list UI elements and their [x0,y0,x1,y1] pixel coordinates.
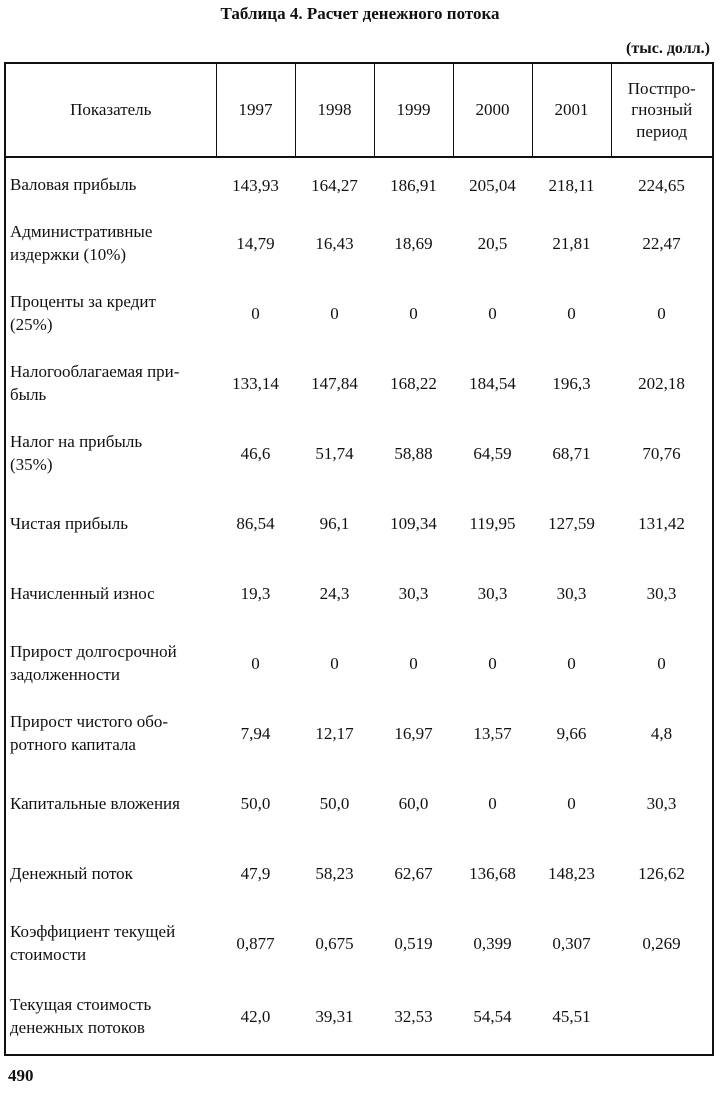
value-cell: 64,59 [473,444,512,464]
value-cell: 205,04 [469,175,516,195]
value-cell: 109,34 [390,514,437,534]
value-cell: 148,23 [548,864,595,884]
value-cell: 30,3 [646,584,677,604]
value-cell: 60,0 [398,794,429,814]
value-cell: 30,3 [477,584,508,604]
row-label-line: задолженности [10,665,120,684]
value-cell: 0 [657,304,666,324]
value-cell: 131,42 [638,514,685,534]
value-cell: 0,399 [473,934,512,954]
value-cell: 14,79 [236,234,275,254]
row-label-line: Административные [10,222,153,242]
row-label-line: Проценты за кредит [10,292,156,312]
value-cell: 68,71 [552,444,591,464]
row-label-line: Чистая прибыль [10,513,128,533]
value-cell: 0 [488,654,497,674]
value-cell: 224,65 [638,175,685,195]
value-cell: 12,17 [315,724,354,744]
row-label-line: Прирост долгосрочной [10,642,177,662]
table-row [5,839,713,909]
value-cell: 9,66 [556,724,587,744]
value-cell: 51,74 [315,444,354,464]
page-title: Таблица 4. Расчет денежного потока [220,4,500,23]
value-cell: 0 [567,654,576,674]
value-cell: 86,54 [236,514,275,534]
row-label [5,209,216,279]
value-cell: 186,91 [390,175,437,195]
table-row [5,559,713,629]
row-label [5,629,216,699]
table-row [5,419,713,489]
value-cell: 16,43 [315,234,354,254]
value-cell: 0,877 [236,934,275,954]
row-label [5,349,216,419]
value-cell: 136,68 [469,864,516,884]
value-cell: 0 [409,304,418,324]
row-label-line: стоимости [10,945,87,964]
value-cell: 21,81 [552,234,591,254]
value-cell: 0,307 [552,934,591,954]
value-cell: 20,5 [477,234,508,254]
value-cell: 133,14 [232,374,279,394]
value-cell: 58,88 [394,444,433,464]
row-label-line: быль [10,385,47,404]
value-cell: 143,93 [232,175,279,195]
value-cell: 32,53 [394,1006,433,1026]
table-row [5,279,713,349]
value-cell: 147,84 [311,374,358,394]
header-year: 1999 [374,63,453,157]
value-cell: 0 [330,654,339,674]
value-cell: 13,57 [473,724,512,744]
row-label-line: Капитальные вложения [10,793,180,813]
value-cell: 62,67 [394,864,433,884]
value-cell: 58,23 [315,864,354,884]
value-cell: 196,3 [552,374,591,394]
value-cell: 7,94 [240,724,271,744]
row-label-line: Текущая стоимость [10,994,152,1014]
value-cell: 0,269 [642,934,681,954]
value-cell: 96,1 [319,514,350,534]
row-label-line: Начисленный износ [10,583,155,603]
value-cell: 184,54 [469,374,516,394]
value-cell: 22,47 [642,234,681,254]
value-cell: 46,6 [240,444,271,464]
header-post-forecast-line: период [636,121,688,141]
value-cell: 0,519 [394,934,433,954]
row-label-line: Денежный поток [10,863,133,883]
row-label [5,559,216,629]
row-label-line: Налог на прибыль [10,432,143,452]
page-number: 490 [8,1066,34,1085]
value-cell: 54,54 [473,1006,512,1026]
row-label-line: издержки (10%) [10,245,127,264]
units-label: (тыс. долл.) [626,40,710,57]
value-cell: 30,3 [646,794,677,814]
value-cell: 0 [251,304,260,324]
row-label-line: ротного капитала [10,735,136,754]
value-cell: 0 [251,654,260,674]
value-cell: 30,3 [556,584,587,604]
header-year: 1997 [216,63,295,157]
value-cell [611,979,713,1055]
value-cell: 119,95 [469,514,516,534]
header-year: 2000 [453,63,532,157]
row-label [5,699,216,769]
row-label-line: Прирост чистого обо- [10,712,169,732]
table-header-row [5,63,713,157]
value-cell: 18,69 [394,234,433,254]
value-cell: 45,51 [552,1006,591,1026]
value-cell: 16,97 [394,724,433,744]
value-cell: 0 [488,304,497,324]
value-cell: 127,59 [548,514,595,534]
table-row [5,489,713,559]
value-cell: 202,18 [638,374,685,394]
value-cell: 0 [567,794,576,814]
header-post-forecast [611,63,713,157]
value-cell: 24,3 [319,584,350,604]
header-year: 1998 [295,63,374,157]
table-row [5,699,713,769]
row-label [5,279,216,349]
value-cell: 30,3 [398,584,429,604]
value-cell: 50,0 [240,794,271,814]
value-cell: 164,27 [311,175,358,195]
value-cell: 0 [330,304,339,324]
value-cell: 4,8 [650,724,673,744]
value-cell: 50,0 [319,794,350,814]
row-label-line: Налогооблагаемая при- [10,362,180,382]
table-row [5,209,713,279]
header-post-forecast-line: гнозный [631,100,693,120]
table-row [5,909,713,979]
row-label-line: (35%) [10,455,53,474]
value-cell: 19,3 [240,584,271,604]
row-label [5,839,216,909]
value-cell: 126,62 [638,864,685,884]
value-cell: 0 [488,794,497,814]
value-cell: 0 [567,304,576,324]
row-label-line: Коэффициент текущей [10,922,176,942]
value-cell: 218,11 [548,175,595,195]
value-cell: 47,9 [240,864,271,884]
row-label [5,419,216,489]
row-label [5,909,216,979]
value-cell: 70,76 [642,444,681,464]
cash-flow-table [4,62,714,1056]
row-label [5,157,216,209]
table-row [5,769,713,839]
header-year: 2001 [532,63,611,157]
value-cell: 0 [409,654,418,674]
row-label [5,769,216,839]
row-label [5,489,216,559]
row-label-line: (25%) [10,315,53,334]
header-indicator: Показатель [5,63,216,157]
table-row [5,157,713,209]
header-post-forecast-line: Постпро- [627,79,696,99]
row-label [5,979,216,1055]
value-cell: 0,675 [315,934,354,954]
table-row [5,349,713,419]
table-row [5,629,713,699]
value-cell: 42,0 [240,1006,271,1026]
value-cell: 168,22 [390,374,437,394]
row-label-line: денежных потоков [10,1017,145,1037]
row-label-line: Валовая прибыль [10,175,137,195]
value-cell: 39,31 [315,1006,354,1026]
table-row [5,979,713,1055]
value-cell: 0 [657,654,666,674]
